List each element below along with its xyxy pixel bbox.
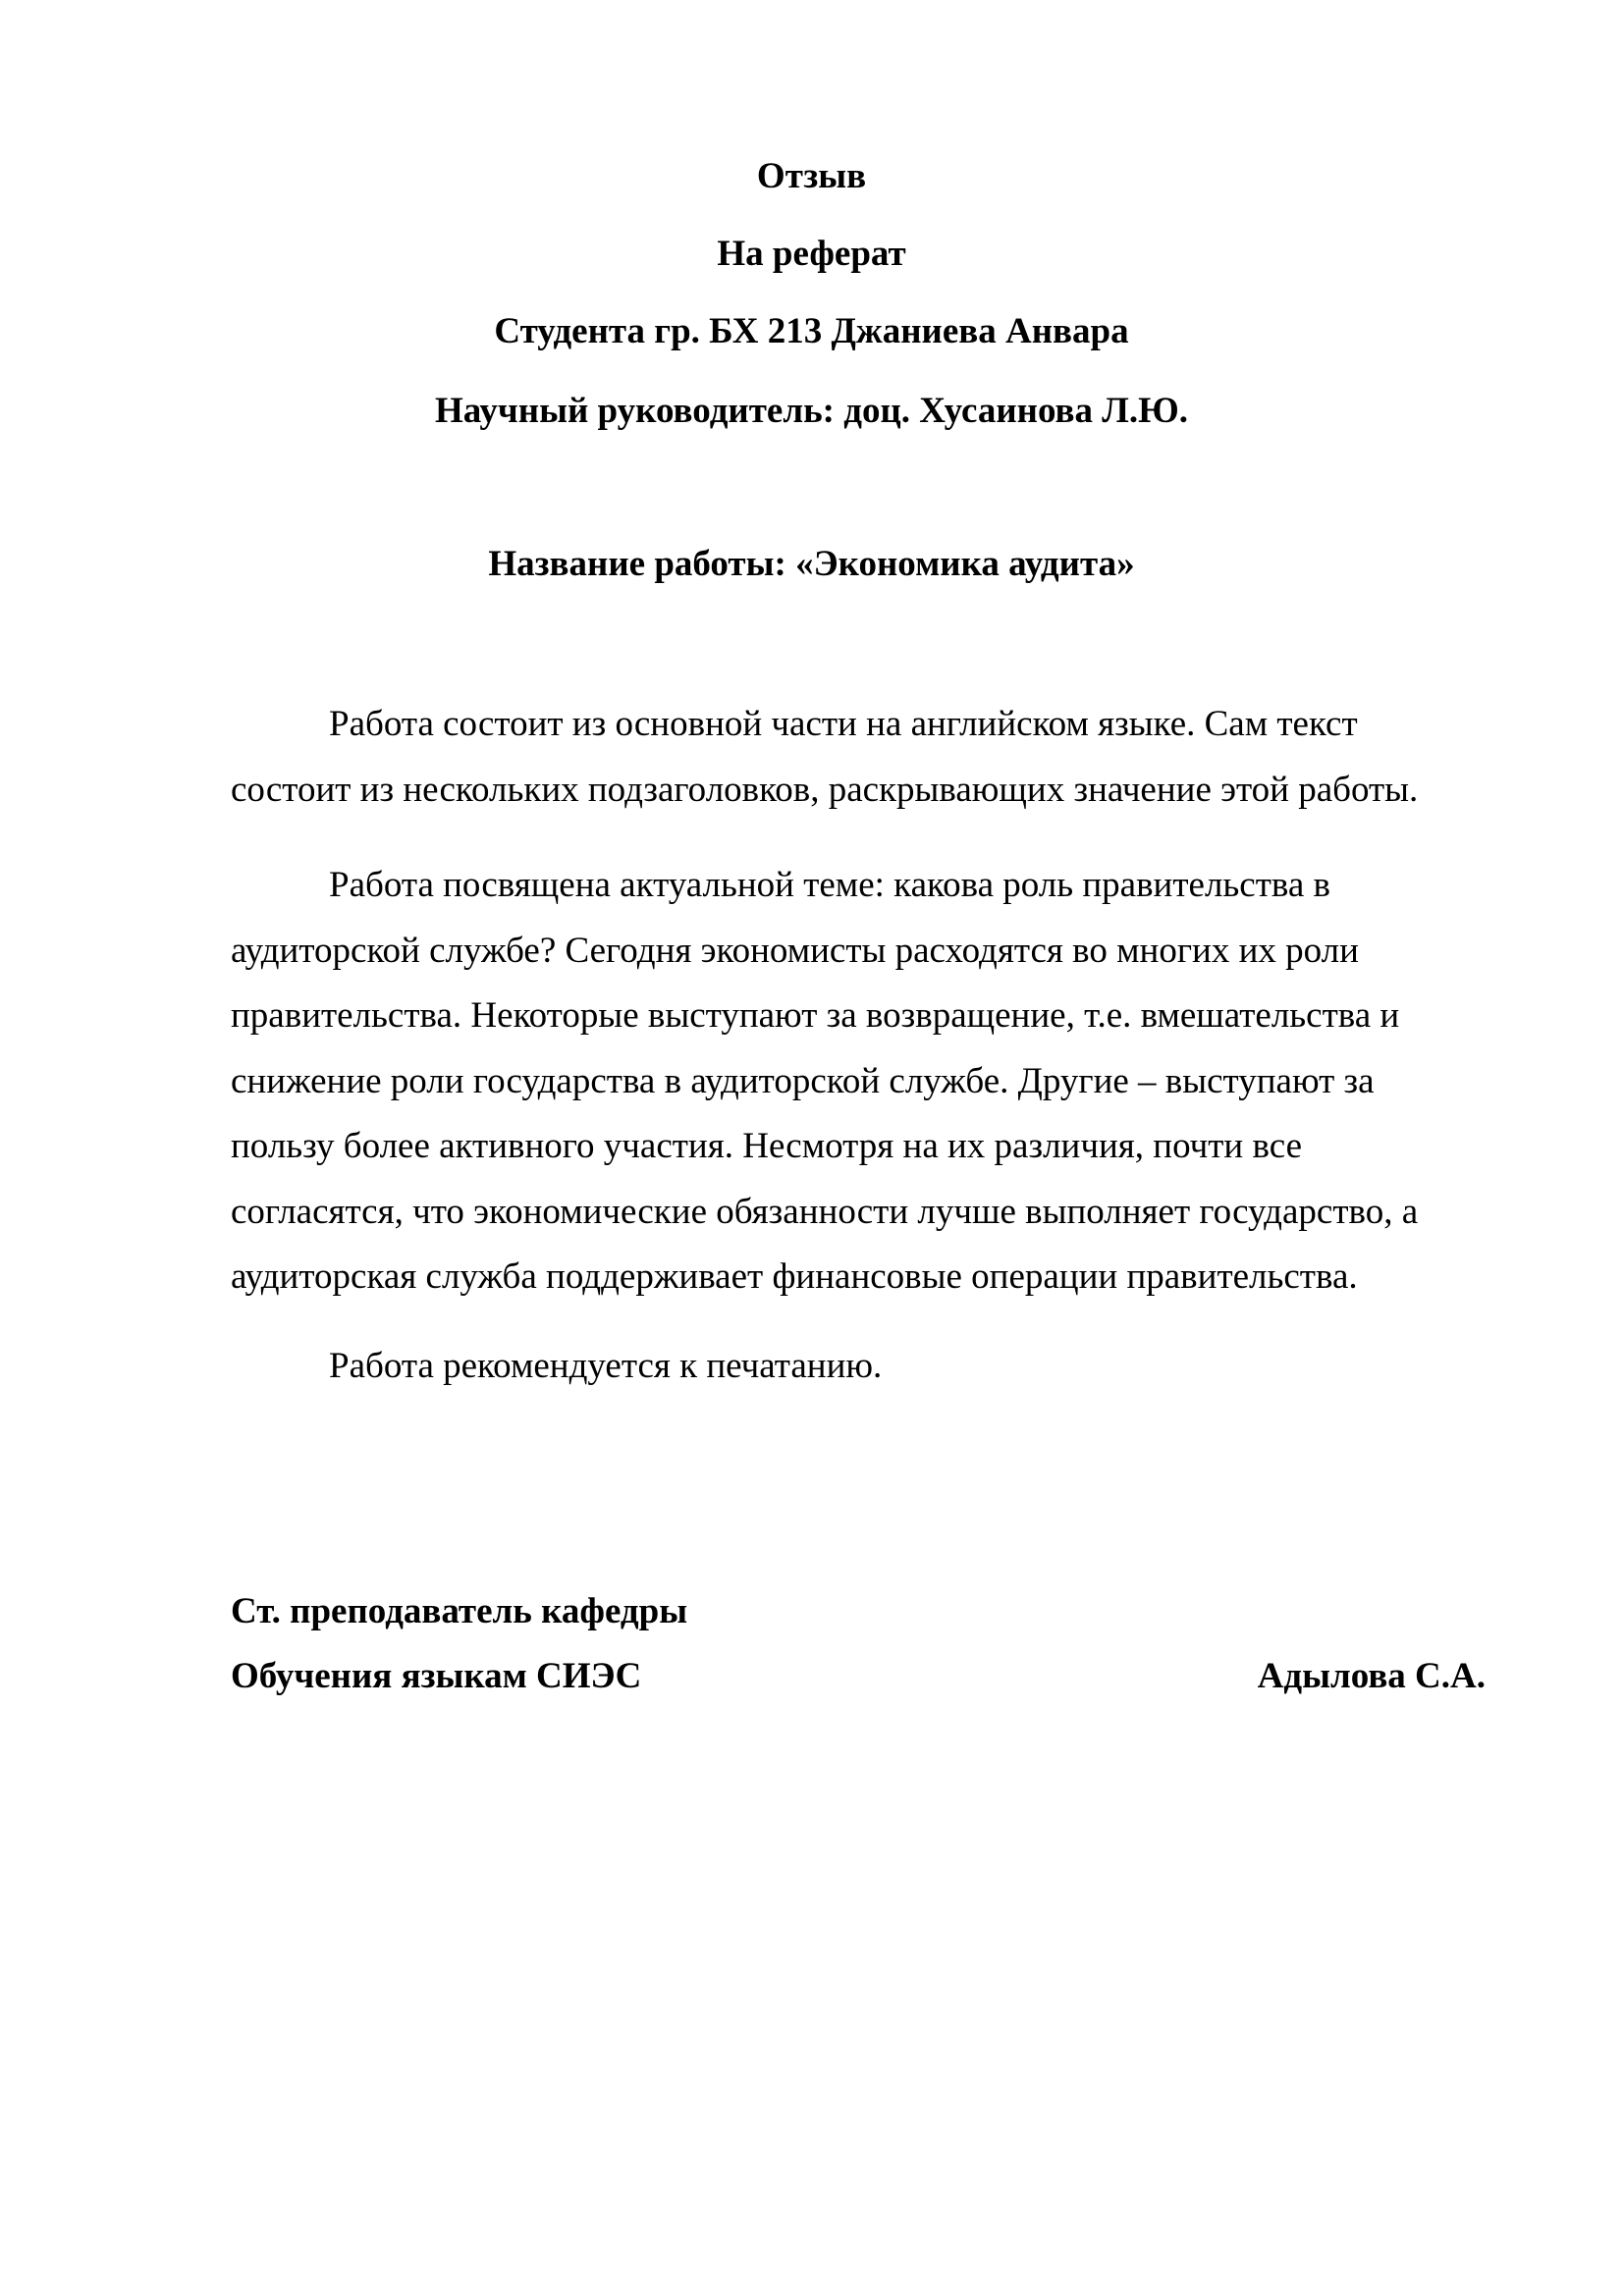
- paragraph-2-line-1: Работа посвящена актуальной теме: какова роль правительства в: [329, 865, 1330, 905]
- paragraph-2-line-3: правительства. Некоторые выступают за возвращение, т.е. вмешательства и: [231, 995, 1400, 1036]
- paragraph-1-line-2: состоит из нескольких подзаголовков, раскрывающих значение этой работы.: [231, 769, 1419, 810]
- supervisor-line: Научный руководитель: доц. Хусаинова Л.Ю.: [435, 391, 1188, 431]
- paragraph-2: [231, 853, 1497, 1310]
- paragraph-1-line-1: Работа состоит из основной части на английском языке. Сам текст: [329, 704, 1358, 744]
- paragraph-3-text: Работа рекомендуется к печатанию.: [329, 1346, 883, 1386]
- signature-position-line-2: Обучения языкам СИЭС: [231, 1656, 642, 1696]
- student-line: Студента гр. БХ 213 Джаниева Анвара: [494, 311, 1129, 351]
- document-title: Отзыв: [756, 156, 867, 196]
- document-subtitle: На реферат: [717, 234, 906, 274]
- signature-name: Адылова С.А.: [1257, 1656, 1486, 1696]
- paragraph-1: [231, 692, 1497, 823]
- paragraph-2-line-5: пользу более активного участия. Несмотря на их различия, почти все: [231, 1126, 1303, 1166]
- paragraph-2-line-2: аудиторской службе? Сегодня экономисты расходятся во многих их роли: [231, 930, 1359, 971]
- paragraph-2-line-4: снижение роли государства в аудиторской службе. Другие – выступают за: [231, 1060, 1375, 1101]
- work-title-line: Название работы: «Экономика аудита»: [488, 544, 1135, 584]
- paragraph-2-line-6: согласятся, что экономические обязанности лучше выполняет государство, а: [231, 1191, 1419, 1232]
- paragraph-3: [231, 1334, 1497, 1400]
- signature-position-line-1: Ст. преподаватель кафедры: [231, 1591, 688, 1631]
- paragraph-2-line-7: аудиторская служба поддерживает финансовые операции правительства.: [231, 1256, 1358, 1297]
